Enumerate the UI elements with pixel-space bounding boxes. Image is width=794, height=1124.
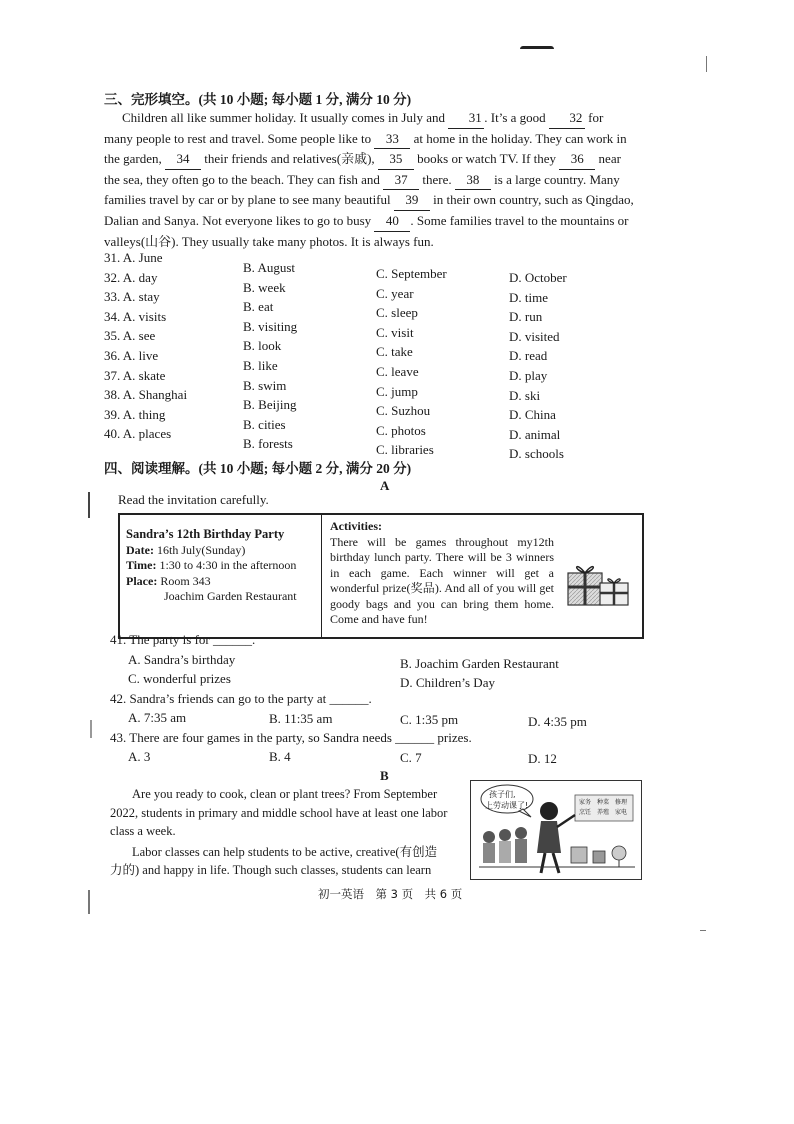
cloze-option[interactable]: B. eat bbox=[243, 299, 274, 315]
q43-option-a[interactable]: A. 3 bbox=[128, 749, 151, 764]
cloze-option[interactable]: B. Beijing bbox=[243, 397, 297, 413]
cloze-option[interactable]: B. visiting bbox=[243, 318, 298, 334]
blank-33[interactable]: 33 bbox=[374, 129, 410, 150]
cloze-option[interactable]: B. forests bbox=[243, 436, 293, 452]
cloze-option: 36. A. live bbox=[104, 348, 159, 363]
cloze-line: valleys(山谷). They usually take many photos. It is always fun. bbox=[104, 233, 434, 249]
invitation-activities bbox=[324, 515, 642, 637]
blank-40[interactable]: 40 bbox=[374, 211, 410, 232]
passage-b-line-4: Labor classes can help students to be active, creative(有创造 bbox=[132, 845, 438, 859]
passage-b-line-2: 2022, students in primary and middle school have at least one labor bbox=[110, 806, 448, 820]
passage-b-line-5: 力的) and happy in life. Though such classes, students can learn bbox=[110, 863, 432, 877]
page-footer: 初一英语 第 3 页 共 6 页 bbox=[318, 887, 463, 901]
cloze-line: families travel by car or by plane to see many beautiful 39 in their own country, such as Qingdao, bbox=[104, 190, 664, 211]
cloze-option: 32. A. day bbox=[104, 269, 158, 285]
cloze-option[interactable]: D. animal bbox=[509, 426, 561, 442]
scan-mark-right bbox=[706, 56, 707, 72]
cloze-option[interactable]: D. China bbox=[509, 407, 556, 423]
cloze-line: Dalian and Sanya. Not everyone likes to go to busy 40 . Some families travel to the mountains or bbox=[104, 211, 664, 232]
cloze-passage bbox=[104, 108, 664, 251]
blank-32[interactable]: 32 bbox=[549, 108, 585, 129]
invitation-place: Place: Room 343 bbox=[126, 573, 211, 588]
cloze-option[interactable]: C. year bbox=[376, 285, 414, 301]
cloze-option: 40. A. places bbox=[104, 426, 172, 442]
cloze-line: the garden, 34 their friends and relatives(亲戚), 35 books or watch TV. If they 36 near bbox=[104, 149, 664, 170]
q42-option-d[interactable]: D. 4:35 pm bbox=[528, 714, 587, 729]
cloze-option: 33. A. stay bbox=[104, 289, 160, 305]
cartoon-bubble-line-2: 上劳动课了! bbox=[485, 801, 529, 810]
q43-option-d[interactable]: D. 12 bbox=[528, 751, 557, 766]
invitation-place-2: Joachim Garden Restaurant bbox=[164, 589, 297, 603]
cloze-option[interactable]: B. August bbox=[243, 260, 296, 275]
cloze-option: 35. A. see bbox=[104, 328, 156, 344]
cloze-option[interactable]: B. like bbox=[243, 358, 278, 373]
scan-mark-left-1 bbox=[88, 492, 90, 518]
cloze-option[interactable]: D. play bbox=[509, 368, 548, 383]
q43-option-c[interactable]: C. 7 bbox=[400, 750, 422, 765]
cloze-option: 39. A. thing bbox=[104, 406, 166, 422]
cloze-option[interactable]: C. September bbox=[376, 266, 447, 281]
cloze-line: the sea, they often go to the beach. They can fish and 37 there. 38 is a large country. Many bbox=[104, 170, 664, 191]
cloze-option[interactable]: B. look bbox=[243, 338, 282, 354]
scan-mark-left-2 bbox=[90, 720, 92, 738]
cloze-option[interactable]: C. leave bbox=[376, 364, 419, 379]
part-b-label: B bbox=[380, 768, 389, 783]
cloze-option[interactable]: C. libraries bbox=[376, 442, 434, 458]
invitation-time: Time: 1:30 to 4:30 in the afternoon bbox=[126, 558, 297, 572]
cloze-option[interactable]: D. time bbox=[509, 289, 548, 305]
passage-b-line-3: class a week. bbox=[110, 824, 176, 838]
invitation-heading: Sandra’s 12th Birthday Party bbox=[126, 527, 285, 541]
cloze-option[interactable]: D. visited bbox=[509, 328, 560, 344]
cloze-option[interactable]: B. week bbox=[243, 279, 286, 295]
blank-36[interactable]: 36 bbox=[559, 149, 595, 170]
cloze-option[interactable]: C. visit bbox=[376, 324, 414, 340]
cartoon-sign-2: 种菜 bbox=[597, 799, 610, 806]
q41-option-c[interactable]: C. wonderful prizes bbox=[128, 671, 231, 686]
cloze-line: many people to rest and travel. Some people like to 33 at home in the holiday. They can work in bbox=[104, 129, 664, 150]
cloze-option[interactable]: D. run bbox=[509, 309, 543, 325]
scan-mark-top bbox=[520, 46, 554, 55]
question-43: 43. There are four games in the party, so Sandra needs ______ prizes. bbox=[110, 730, 472, 745]
q41-option-d[interactable]: D. Children’s Day bbox=[400, 675, 495, 690]
cloze-option[interactable]: D. ski bbox=[509, 387, 541, 403]
cloze-option[interactable]: B. cities bbox=[243, 416, 286, 432]
activities-label: Activities: bbox=[330, 519, 382, 533]
cloze-option: 38. A. Shanghai bbox=[104, 387, 188, 403]
blank-34[interactable]: 34 bbox=[165, 149, 201, 170]
q42-option-b[interactable]: B. 11:35 am bbox=[269, 711, 333, 726]
labor-class-cartoon bbox=[470, 780, 642, 880]
invitation-date: Date: 16th July(Sunday) bbox=[126, 542, 246, 557]
section3-title: 三、完形填空。(共 10 小题; 每小题 1 分, 满分 10 分) bbox=[104, 92, 412, 107]
gift-boxes-icon bbox=[564, 551, 634, 611]
cloze-option[interactable]: B. swim bbox=[243, 377, 287, 393]
cloze-option[interactable]: D. read bbox=[509, 348, 548, 364]
scan-mark-right-2 bbox=[700, 930, 706, 931]
cartoon-bubble-line-1: 孩子们, bbox=[489, 790, 516, 799]
cloze-option[interactable]: C. jump bbox=[376, 383, 418, 399]
cloze-option[interactable]: C. Suzhou bbox=[376, 403, 431, 419]
q43-option-b[interactable]: B. 4 bbox=[269, 749, 291, 764]
question-42: 42. Sandra’s friends can go to the party at ______. bbox=[110, 691, 372, 706]
cloze-option[interactable]: C. photos bbox=[376, 422, 426, 438]
q42-option-c[interactable]: C. 1:35 pm bbox=[400, 712, 459, 727]
blank-37[interactable]: 37 bbox=[383, 170, 419, 191]
blank-38[interactable]: 38 bbox=[455, 170, 491, 191]
cartoon-sign-1: 家务 bbox=[579, 799, 592, 806]
cloze-option: 37. A. skate bbox=[104, 367, 166, 383]
activities-text: There will be games throughout my12th birthday lunch party. There will be 3 winners in each game. Each winner will get a wonderful prize(奖品). And all of you will get goody bags and you can bring them home. Come and have fun! bbox=[330, 534, 554, 626]
cloze-option[interactable]: C. take bbox=[376, 344, 413, 360]
blank-31[interactable]: 31 bbox=[448, 108, 484, 129]
cloze-option[interactable]: C. sleep bbox=[376, 305, 418, 321]
cloze-option: 31. A. June bbox=[104, 250, 163, 265]
invitation-card bbox=[118, 513, 644, 639]
passage-b-line-1: Are you ready to cook, clean or plant trees? From September bbox=[132, 787, 438, 801]
cloze-line: Children all like summer holiday. It usually comes in July and 31 . It’s a good 32 for bbox=[104, 108, 664, 129]
cloze-option[interactable]: D. October bbox=[509, 270, 567, 285]
invitation-details bbox=[120, 515, 322, 637]
cloze-option: 34. A. visits bbox=[104, 308, 167, 324]
q41-option-b[interactable]: B. Joachim Garden Restaurant bbox=[400, 656, 559, 671]
part-a-label: A bbox=[380, 478, 390, 493]
cartoon-sign-6: 家电 bbox=[615, 809, 628, 816]
q41-option-a[interactable]: A. Sandra’s birthday bbox=[128, 652, 236, 667]
blank-39[interactable]: 39 bbox=[394, 190, 430, 211]
cloze-option[interactable]: D. schools bbox=[509, 446, 564, 462]
question-41: 41. The party is for ______. bbox=[110, 632, 256, 647]
scan-mark-left-3 bbox=[88, 890, 90, 914]
section4-title: 四、阅读理解。(共 10 小题; 每小题 2 分, 满分 20 分) bbox=[104, 461, 412, 476]
cartoon-sign-5: 养殖 bbox=[597, 809, 610, 816]
invitation-intro: Read the invitation carefully. bbox=[118, 492, 269, 507]
cartoon-sign-4: 烹饪 bbox=[579, 809, 592, 816]
cartoon-sign-3: 修理 bbox=[615, 799, 628, 806]
q42-option-a[interactable]: A. 7:35 am bbox=[128, 710, 187, 725]
blank-35[interactable]: 35 bbox=[378, 149, 414, 170]
